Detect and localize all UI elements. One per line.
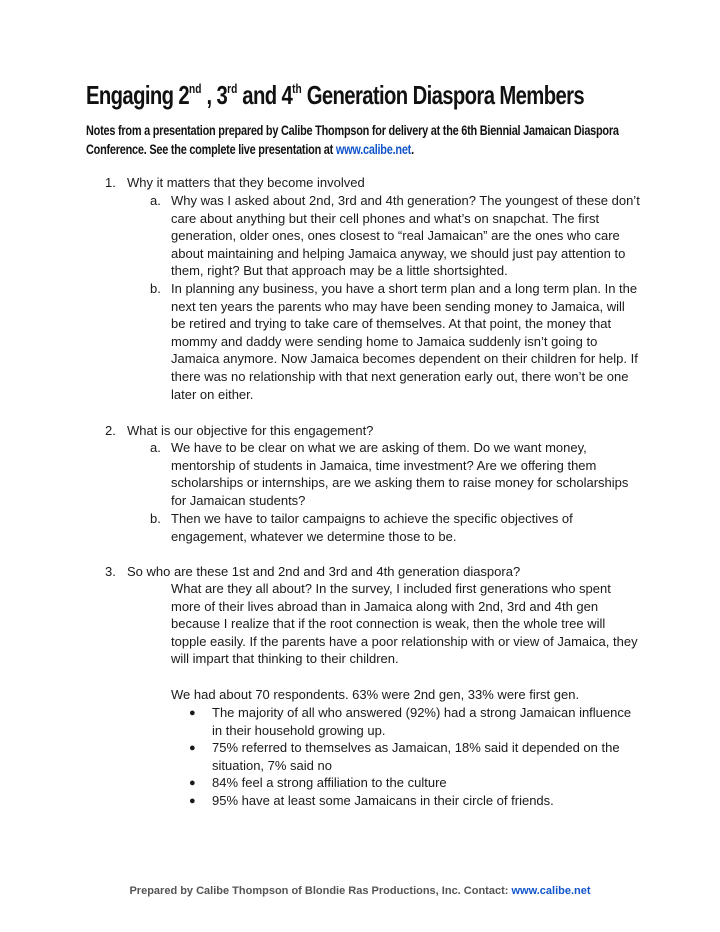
section-2-item-b-letter: b.	[150, 511, 161, 526]
title-sup-3: th	[292, 81, 302, 96]
bullet-icon: ●	[189, 742, 196, 754]
section-3-heading: So who are these 1st and 2nd and 3rd and 4th generation diaspora?	[127, 564, 521, 579]
subtitle	[86, 121, 648, 159]
bullet-item-4: 95% have at least some Jamaicans in their circle of friends.	[212, 793, 554, 808]
subtitle-text: Notes from a presentation prepared by Calibe Thompson for delivery at the 6th Biennial Jamaican Diaspora Conference. See the complete live presentation at	[86, 122, 619, 157]
footer-text: Prepared by Calibe Thompson of Blondie Ras Productions, Inc. Contact:	[129, 885, 512, 897]
section-2-heading: What is our objective for this engagement?	[127, 423, 374, 438]
bullet-icon: ●	[189, 707, 196, 719]
title-part-2: , 3	[201, 80, 228, 110]
bullet-icon: ●	[189, 777, 196, 789]
page-footer	[0, 885, 720, 897]
title-part-4: Generation Diaspora Members	[301, 80, 585, 110]
section-3-paragraph-2: We had about 70 respondents. 63% were 2nd gen, 33% were first gen.	[171, 687, 580, 702]
section-2-item-a-text: We have to be clear on what we are asking of them. Do we want money, mentorship of students in Jamaica, time investment? Are we offering them scholarships or internships, are we asking them to raise money for scholarships for Jamaican students?	[171, 440, 629, 508]
page-title	[86, 80, 585, 111]
section-1-heading: Why it matters that they become involved	[127, 175, 365, 190]
title-part-1: Engaging 2	[86, 80, 190, 110]
bullet-icon: ●	[189, 795, 196, 807]
section-2-number: 2.	[105, 423, 116, 438]
bullet-item-3: 84% feel a strong affiliation to the culture	[212, 775, 447, 790]
bullet-item-1: The majority of all who answered (92%) had a strong Jamaican influence in their household growing up.	[212, 705, 632, 738]
section-3-number: 3.	[105, 564, 116, 579]
section-2-item-b-text: Then we have to tailor campaigns to achieve the specific objectives of engagement, whatever we determine those to be.	[171, 511, 573, 544]
section-1-item-a-text: Why was I asked about 2nd, 3rd and 4th generation? The youngest of these don’t care about anything but their cell phones and what’s on snapchat. The first generation, older ones, ones closest to “real Jamaican” are the ones who care about maintaining and helping Jamaica anyway, we should just pay attention to them, right? But that approach may be a little shortsighted.	[171, 193, 640, 279]
title-part-3: and 4	[237, 80, 293, 110]
bullet-item-2: 75% referred to themselves as Jamaican, 18% said it depended on the situation, 7% said no	[212, 740, 620, 773]
section-1-item-b-letter: b.	[150, 281, 161, 296]
section-1-item-b-text: In planning any business, you have a short term plan and a long term plan. In the next ten years the parents who may have been sending money to Jamaica, will be retired and trying to take care of themselves. At that point, the money that mommy and daddy were sending home to Jamaica suddenly isn’t going to Jamaica anymore. Now Jamaica becomes dependent on their children for help. If there was no relationship with that next generation early out, there won’t be one later on either.	[171, 281, 638, 402]
section-1-number: 1.	[105, 175, 116, 190]
subtitle-end: .	[411, 141, 414, 157]
title-sup-2: rd	[227, 81, 238, 96]
footer-link[interactable]: www.calibe.net	[511, 885, 591, 897]
section-3-paragraph-1: What are they all about? In the survey, I included first generations who spent more of their lives abroad than in Jamaica along with 2nd, 3rd and 4th gen because I realize that if the root connection is weak, then the whole tree will topple easily. If the parents have a poor relationship with or view of Jamaica, they will impart that thinking to their children.	[171, 581, 638, 667]
section-1-item-a-letter: a.	[150, 193, 161, 208]
title-sup-1: nd	[189, 81, 202, 96]
section-2-item-a-letter: a.	[150, 440, 161, 455]
subtitle-link[interactable]: www.calibe.net	[335, 141, 412, 157]
